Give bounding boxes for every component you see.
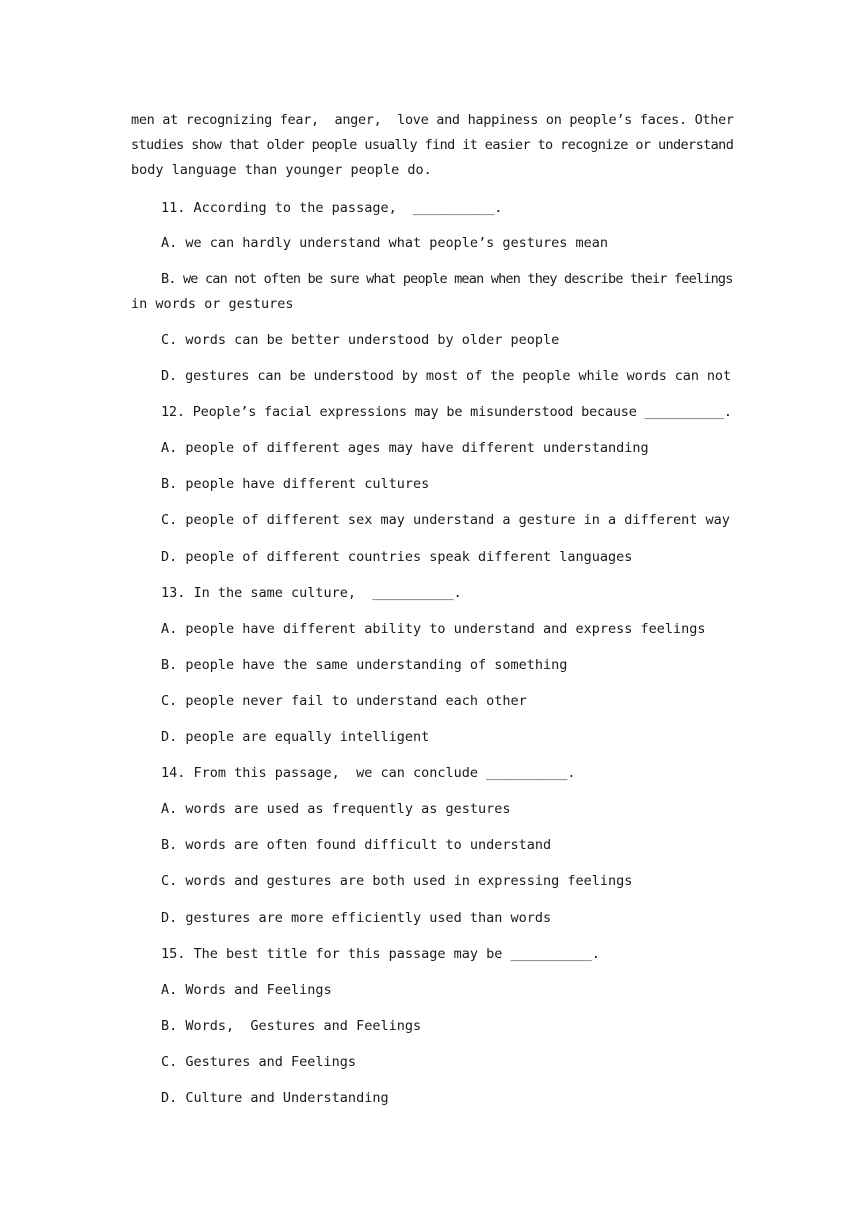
answer-option: A. words are used as frequently as gestures <box>161 801 511 817</box>
answer-option-continuation: in words or gestures <box>131 296 294 312</box>
answer-option: B. people have different cultures <box>161 476 430 492</box>
answer-option: D. gestures can be understood by most of the people while words can not <box>161 368 731 384</box>
question-stem: 15. The best title for this passage may be __________. <box>161 946 600 962</box>
answer-option: A. we can hardly understand what people’s gestures mean <box>161 235 609 251</box>
question-stem: 11. According to the passage, __________. <box>161 200 503 216</box>
question-stem: 12. People’s facial expressions may be misunderstood because __________. <box>161 404 732 420</box>
answer-option: D. people are equally intelligent <box>161 729 430 745</box>
answer-option: B. words are often found difficult to understand <box>161 837 552 853</box>
answer-option: B. people have the same understanding of something <box>161 657 568 673</box>
answer-option: A. people of different ages may have different understanding <box>161 440 649 456</box>
answer-option: B. we can not often be sure what people mean when they describe their feelings <box>161 271 733 287</box>
answer-option: C. words and gestures are both used in expressing feelings <box>161 873 633 889</box>
passage-line: men at recognizing fear, anger, love and happiness on people’s faces. Other <box>131 112 734 128</box>
answer-option: B. Words, Gestures and Feelings <box>161 1018 422 1034</box>
answer-option: C. people of different sex may understand a gesture in a different way <box>161 512 730 528</box>
answer-option: D. people of different countries speak different languages <box>161 549 633 565</box>
answer-option: A. Words and Feelings <box>161 982 332 998</box>
question-stem: 14. From this passage, we can conclude __________. <box>161 765 576 781</box>
passage-line: body language than younger people do. <box>131 162 432 178</box>
answer-option: C. Gestures and Feelings <box>161 1054 357 1070</box>
answer-option: C. words can be better understood by older people <box>161 332 560 348</box>
answer-option: C. people never fail to understand each other <box>161 693 527 709</box>
answer-option: A. people have different ability to understand and express feelings <box>161 621 706 637</box>
question-stem: 13. In the same culture, __________. <box>161 585 462 601</box>
passage-line: studies show that older people usually find it easier to recognize or understand <box>131 137 734 153</box>
answer-option: D. Culture and Understanding <box>161 1090 389 1106</box>
answer-option: D. gestures are more efficiently used than words <box>161 910 552 926</box>
